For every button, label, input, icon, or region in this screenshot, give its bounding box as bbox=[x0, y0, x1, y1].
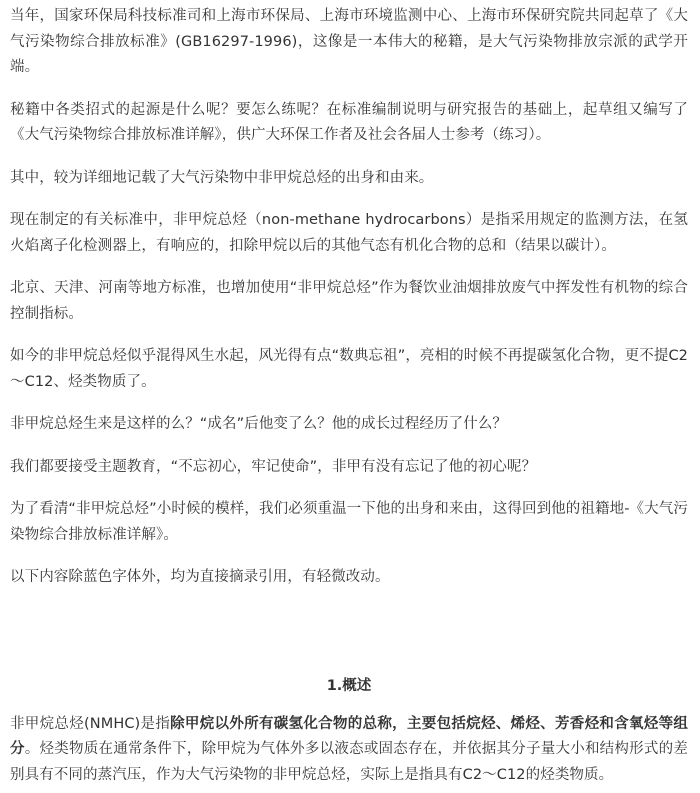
paragraph-nmhc-today: 如今的非甲烷总烃似乎混得风生水起，风光得有点“数典忘祖”，亮相的时候不再提碳氢化合物，更不提C2～C12、烃类物质了。 bbox=[10, 348, 688, 390]
paragraph-standard-explanation: 秘籍中各类招式的起源是什么呢？要怎么练呢？在标准编制说明与研究报告的基础上，起草组又编写了《大气污染物综合排放标准详解》，供广大环保工作者及社会各届人士参考（练习）。 bbox=[10, 101, 688, 143]
paragraph-nmhc-record: 其中，较为详细地记载了大气污染物中非甲烷总烃的出身和由来。 bbox=[10, 169, 434, 186]
paragraph-questions: 非甲烷总烃生来是这样的么？“成名”后他变了么？他的成长过程经历了什么？ bbox=[10, 416, 508, 432]
paragraph-origin-lookup: 为了看清“非甲烷总烃”小时候的模样，我们必须重温一下他的出身和来由，这得回到他的祖籍地-《大气污染物综合排放标准详解》。 bbox=[10, 501, 688, 543]
section-title: 1.概述 bbox=[326, 677, 372, 694]
paragraph-standard-origin: 当年，国家环保局科技标准司和上海市环保局、上海市环境监测中心、上海市环保研究院共同起草了《大气污染物综合排放标准》(GB16297-1996)，这像是一本伟大的秘籍，是大气污染物排放宗派的武学开端。 bbox=[10, 8, 688, 75]
paragraph-overview bbox=[10, 712, 688, 789]
overview-lead-text: 非甲烷总烃(NMHC)是指 bbox=[10, 715, 171, 732]
overview-bold-text: 除甲烷以外所有碳氢化合物的总称，主要包括烷烃、烯烃、芳香烃和含氧烃等组分 bbox=[10, 715, 689, 757]
paragraph-citation-note: 以下内容除蓝色字体外，均为直接摘录引用，有轻微改动。 bbox=[10, 569, 390, 585]
section-spacer bbox=[10, 608, 688, 674]
paragraph-theme-education: 我们都要接受主题教育，“不忘初心，牢记使命”，非甲有没有忘记了他的初心呢？ bbox=[10, 458, 537, 475]
paragraph-nmhc-definition: 现在制定的有关标准中，非甲烷总烃（non-methane hydrocarbons）是指采用规定的监测方法，在氢火焰离子化检测器上，有响应的，扣除甲烷以后的其他气态有机化合物的总和（结果以碳计）。 bbox=[10, 212, 688, 254]
paragraph-local-standards: 北京、天津、河南等地方标准，也增加使用“非甲烷总烃”作为餐饮业油烟排放废气中挥发性有机物的综合控制指标。 bbox=[10, 280, 688, 322]
overview-rest-text: 。烃类物质在通常条件下，除甲烷为气体外多以液态或固态存在，并依据其分子量大小和结构形式的差别具有不同的蒸汽压，作为大气污染物的非甲烷总烃，实际上是指具有C2～C12的烃类物质。 bbox=[10, 741, 688, 783]
